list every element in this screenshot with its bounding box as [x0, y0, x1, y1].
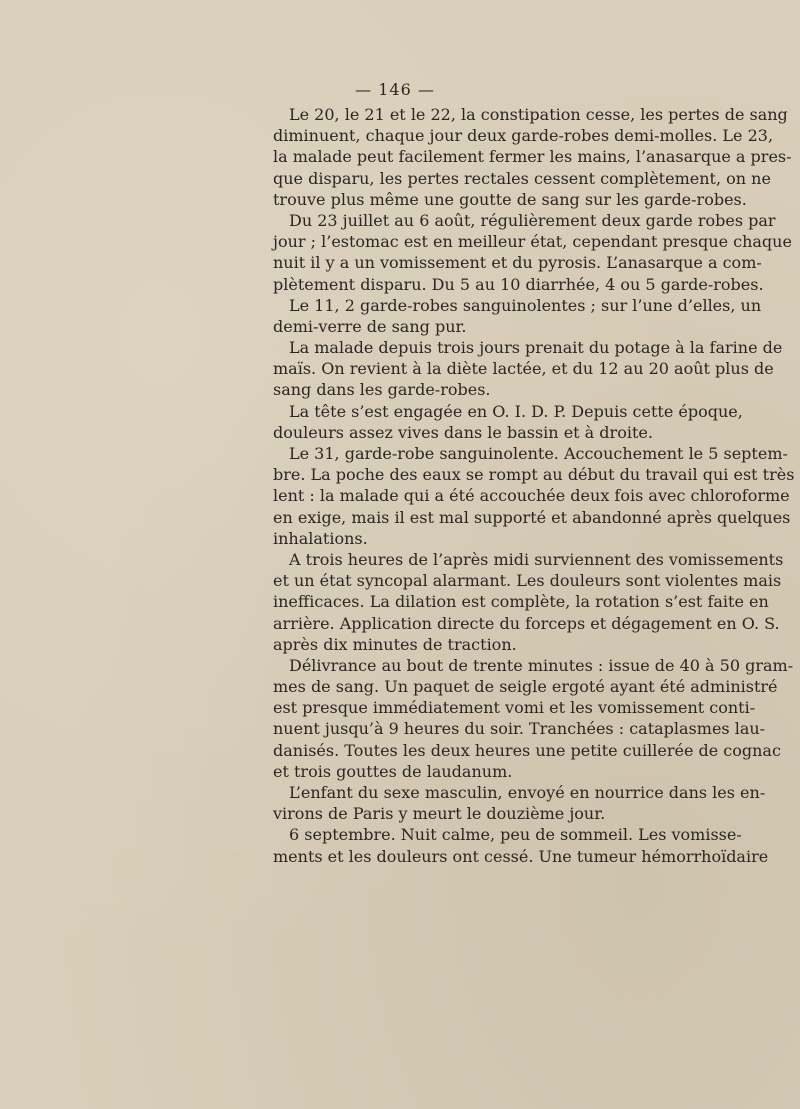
text-line: danisés. Toutes les deux heures une petite cuillerée de cognac [273, 740, 781, 760]
text-line: nuent jusqu’à 9 heures du soir. Tranchées : cataplasmes lau- [273, 719, 766, 739]
text-line: Délivrance au bout de trente minutes : issue de 40 à 50 gram- [289, 655, 794, 675]
text-line: que disparu, les pertes rectales cessent complètement, on ne [273, 168, 771, 188]
text-line: sang dans les garde-robes. [273, 380, 491, 400]
text-line: bre. La poche des eaux se rompt au début du travail qui est très [273, 465, 795, 485]
text-line: La tête s’est engagée en O. I. D. P. Depuis cette époque, [289, 401, 743, 421]
text-line: en exige, mais il est mal supporté et abandonné après quelques [273, 507, 791, 527]
text-line: la malade peut facilement fermer les mains, l’anasarque a pres- [273, 147, 792, 167]
text-line: et un état syncopal alarmant. Les douleurs sont violentes mais [273, 571, 782, 591]
text-line: mes de sang. Un paquet de seigle ergoté ayant été administré [273, 677, 778, 697]
text-line: La malade depuis trois jours prenait du potage à la farine de [289, 338, 783, 358]
text-line: est presque immédiatement vomi et les vomissement conti- [273, 698, 756, 718]
text-line: Le 31, garde-robe sanguinolente. Accouchement le 5 septem- [289, 444, 788, 463]
text-line: ments et les douleurs ont cessé. Une tumeur hémorrhoïdaire [273, 846, 769, 866]
text-line: arrière. Application directe du forceps et dégagement en O. S. [273, 613, 780, 633]
text-line: diminuent, chaque jour deux garde-robes demi-molles. Le 23, [273, 126, 774, 146]
text-line: trouve plus même une goutte de sang sur les garde-robes. [273, 189, 747, 209]
page-number: — 146 — [355, 80, 435, 99]
text-line: Le 20, le 21 et le 22, la constipation cesse, les pertes de sang [289, 105, 788, 124]
text-line: douleurs assez vives dans le bassin et à droite. [273, 422, 653, 442]
text-line: inhalations. [273, 528, 368, 548]
text-line: jour ; l’estomac est en meilleur état, cependant presque chaque [273, 232, 792, 252]
text-line: maïs. On revient à la diète lactée, et du 12 au 20 août plus de [273, 359, 774, 379]
text-line: inefficaces. La dilation est complète, la rotation s’est faite en [273, 592, 769, 612]
text-line: 6 septembre. Nuit calme, peu de sommeil. Les vomisse- [289, 825, 742, 845]
text-line: virons de Paris y meurt le douzième jour. [273, 804, 606, 824]
text-line: A trois heures de l’après midi surviennent des vomissements [289, 549, 784, 569]
text-line: demi-verre de sang pur. [273, 316, 467, 336]
text-line: L’enfant du sexe masculin, envoyé en nourrice dans les en- [289, 783, 766, 802]
text-line: lent : la malade qui a été accouchée deux fois avec chloroforme [273, 486, 790, 506]
text-line: et trois gouttes de laudanum. [273, 761, 513, 781]
text-line: Le 11, 2 garde-robes sanguinolentes ; sur l’une d’elles, un [289, 295, 762, 315]
text-line: après dix minutes de traction. [273, 634, 517, 654]
body-text [273, 104, 795, 867]
text-line: plètement disparu. Du 5 au 10 diarrhée, 4 ou 5 garde-robes. [273, 274, 764, 294]
text-line: Du 23 juillet au 6 août, régulièrement deux garde robes par [289, 210, 776, 230]
text-line: nuit il y a un vomissement et du pyrosis. L’anasarque a com- [273, 253, 762, 273]
